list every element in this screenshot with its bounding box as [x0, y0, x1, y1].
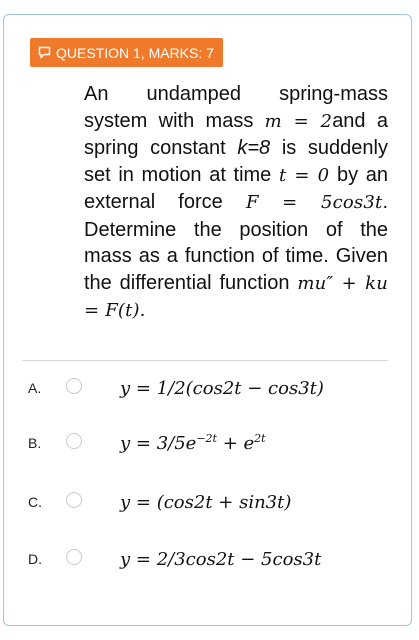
option-a-radio[interactable]: [66, 378, 82, 394]
option-b-radio[interactable]: [66, 433, 82, 449]
option-c-letter: C.: [28, 494, 42, 510]
differential-equation: mu″ + ku = F(t): [84, 272, 389, 321]
divider: [22, 360, 388, 361]
option-d-radio[interactable]: [66, 549, 82, 565]
comment-icon: [38, 46, 51, 59]
question-text-part4: by an external force: [84, 163, 388, 213]
force-expression: F = 5cos3t: [245, 192, 383, 213]
option-c-expression: y = (cos2t + sin3t): [120, 492, 292, 513]
question-text-part6: .: [139, 299, 146, 321]
question-text-part2: and a spring constant: [84, 109, 388, 159]
time-expression: t = 0: [278, 164, 330, 186]
option-d-letter: D.: [28, 551, 42, 567]
option-d[interactable]: [28, 547, 388, 577]
question-text-part5: . Determine the position of the mass as a function of time. Given the differential function: [84, 191, 389, 294]
option-b-letter: B.: [28, 435, 42, 451]
option-a-letter: A.: [28, 380, 42, 396]
option-a-expression: y = 1/2(cos2t − cos3t): [120, 378, 324, 399]
option-c-radio[interactable]: [66, 492, 82, 508]
question-badge: [30, 38, 223, 67]
question-badge-label: QUESTION 1, MARKS: 7: [56, 44, 214, 61]
question-text: [84, 81, 388, 325]
option-c[interactable]: [28, 490, 388, 520]
question-text-part3: is suddenly set in motion at time: [84, 137, 388, 186]
spring-constant: k=8: [237, 137, 271, 159]
option-a[interactable]: [28, 376, 388, 406]
option-b-expression: $y = 3/5e^{-2t} + e^{2t}$: [120, 432, 266, 454]
question-text-part1: An undamped spring-mass system with mass: [84, 83, 388, 132]
option-d-expression: y = 2/3cos2t − 5cos3t: [120, 549, 322, 570]
mass-expression: m = 2: [264, 110, 333, 132]
option-b[interactable]: [28, 431, 388, 461]
